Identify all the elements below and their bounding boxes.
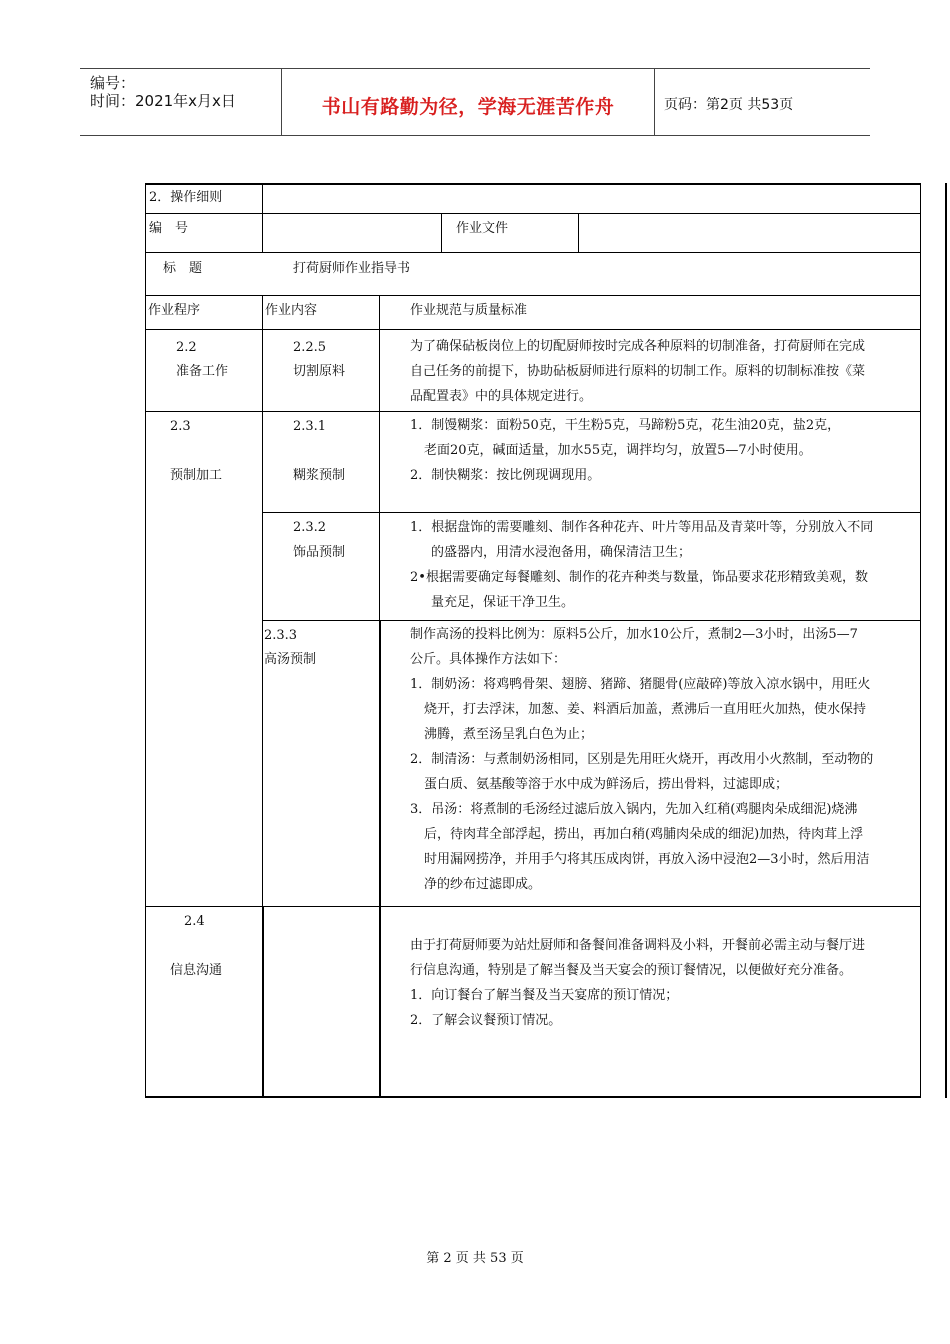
text-line: 2．了解会议餐预订情况。 (410, 1013, 562, 1028)
standard-text (410, 413, 920, 488)
table-rule (262, 183, 263, 253)
header-bottom-rule (80, 135, 870, 136)
text-line: 时用漏网捞净，并用手勺将其压成肉饼，再放入汤中浸泡2—3小时，然后用洁 (424, 852, 870, 867)
content-name: 高汤预制 (264, 652, 317, 667)
proc-name: 准备工作 (176, 364, 229, 379)
content-name: 饰品预制 (293, 545, 346, 560)
table-rule (578, 213, 579, 253)
content-num: 2.3.2 (293, 520, 327, 535)
doc-label: 作业文件 (456, 221, 509, 236)
col-header-procedure: 作业程序 (148, 303, 201, 318)
table-rule (379, 295, 380, 621)
number-label: 编 号 (149, 221, 189, 236)
text-line: 公斤。具体操作方法如下： (410, 652, 567, 667)
standard-text (410, 622, 920, 897)
table-rule (441, 213, 442, 253)
content-num: 2.2.5 (293, 340, 327, 355)
title-value: 打荷厨师作业指导书 (293, 261, 411, 276)
text-line: 净的纱布过滤即成。 (424, 877, 542, 892)
text-line: 制作高汤的投料比例为：原料5公斤，加水10公斤，煮制2—3小时，出汤5—7 (410, 627, 858, 642)
text-line: 由于打荷厨师要为站灶厨师和备餐间准备调料及小料，开餐前必需主动与餐厅进 (410, 938, 866, 953)
table-rule (262, 906, 264, 1097)
proc-num: 2.3 (170, 419, 191, 434)
proc-num: 2.2 (176, 340, 197, 355)
text-line: 1．制馒糊浆：面粉50克，干生粉5克，马蹄粉5克，花生油20克，盐2克， (410, 418, 841, 433)
text-line: 沸腾，煮至汤呈乳白色为止； (424, 727, 594, 742)
table-rule (145, 183, 146, 1098)
header-motto: 书山有路勤为径，学海无涯苦作舟 (321, 96, 615, 118)
text-line: 1．向订餐台了解当餐及当天宴席的预订情况； (410, 988, 679, 1003)
proc-num: 2.4 (184, 914, 205, 929)
table-rule (379, 620, 381, 1097)
header-divider (654, 68, 655, 136)
text-line: 3．吊汤：将煮制的毛汤经过滤后放入锅内，先加入红稍(鸡腿肉朵成细泥)烧沸 (410, 802, 858, 817)
section-title: 2．操作细则 (149, 190, 223, 205)
table-rule (262, 620, 921, 621)
text-line: 1．根据盘饰的需要雕刻、制作各种花卉、叶片等用品及青菜叶等，分别放入不同 (410, 520, 874, 535)
header-number-label: 编号： (90, 74, 136, 92)
content-num: 2.3.1 (293, 419, 327, 434)
right-margin-bar (945, 183, 947, 1098)
standard-text (410, 515, 920, 615)
text-line: 量充足，保证干净卫生。 (431, 595, 575, 610)
table-rule (262, 512, 921, 513)
proc-name: 信息沟通 (170, 963, 223, 978)
header-top-rule (80, 68, 870, 69)
text-line: 行信息沟通，特别是了解当餐及当天宴会的预订餐情况，以便做好充分准备。 (410, 963, 853, 978)
content-name: 糊浆预制 (293, 468, 346, 483)
text-line: 2．制快糊浆：按比例现调现用。 (410, 468, 601, 483)
text-line: 为了确保砧板岗位上的切配厨师按时完成各种原料的切制准备，打荷厨师在完成 (410, 339, 866, 354)
text-line: 烧开，打去浮沫，加葱、姜、料酒后加盖，煮沸后一直用旺火加热，使水保持 (424, 702, 867, 717)
text-line: 后，待肉茸全部浮起，捞出，再加白稍(鸡脯肉朵成的细泥)加热，待肉茸上浮 (424, 827, 864, 842)
standard-text (410, 933, 920, 1033)
text-line: 的盛器内，用清水浸泡备用，确保清洁卫生； (431, 545, 692, 560)
header-page-label: 页码：第2页 共53页 (664, 97, 794, 113)
text-line: 品配置表》中的具体规定进行。 (410, 389, 593, 404)
text-line: 蛋白质、氨基酸等溶于水中成为鲜汤后，捞出骨料，过滤即成； (424, 777, 789, 792)
text-line: 2•根据需要确定每餐雕刻、制作的花卉种类与数量，饰品要求花形精致美观，数 (410, 570, 868, 585)
table-rule (920, 183, 921, 1098)
col-header-standard: 作业规范与质量标准 (410, 303, 528, 318)
page-footer: 第 2 页 共 53 页 (426, 1251, 524, 1266)
title-label: 标 题 (163, 261, 203, 276)
content-name: 切割原料 (293, 364, 346, 379)
standard-text (410, 334, 920, 409)
text-line: 老面20克，碱面适量，加水55克，调拌均匀，放置5—7小时使用。 (424, 443, 812, 458)
col-header-content: 作业内容 (265, 303, 318, 318)
content-num: 2.3.3 (264, 628, 298, 643)
text-line: 2．制清汤：与煮制奶汤相同，区别是先用旺火烧开，再改用小火熬制，至动物的 (410, 752, 874, 767)
header-time-label: 时间：2021年x月x日 (90, 92, 236, 110)
text-line: 1．制奶汤：将鸡鸭骨架、翅膀、猪蹄、猪腿骨(应敲碎)等放入凉水锅中，用旺火 (410, 677, 871, 692)
proc-name: 预制加工 (170, 468, 223, 483)
text-line: 自己任务的前提下，协助砧板厨师进行原料的切制工作。原料的切制标准按《菜 (410, 364, 866, 379)
